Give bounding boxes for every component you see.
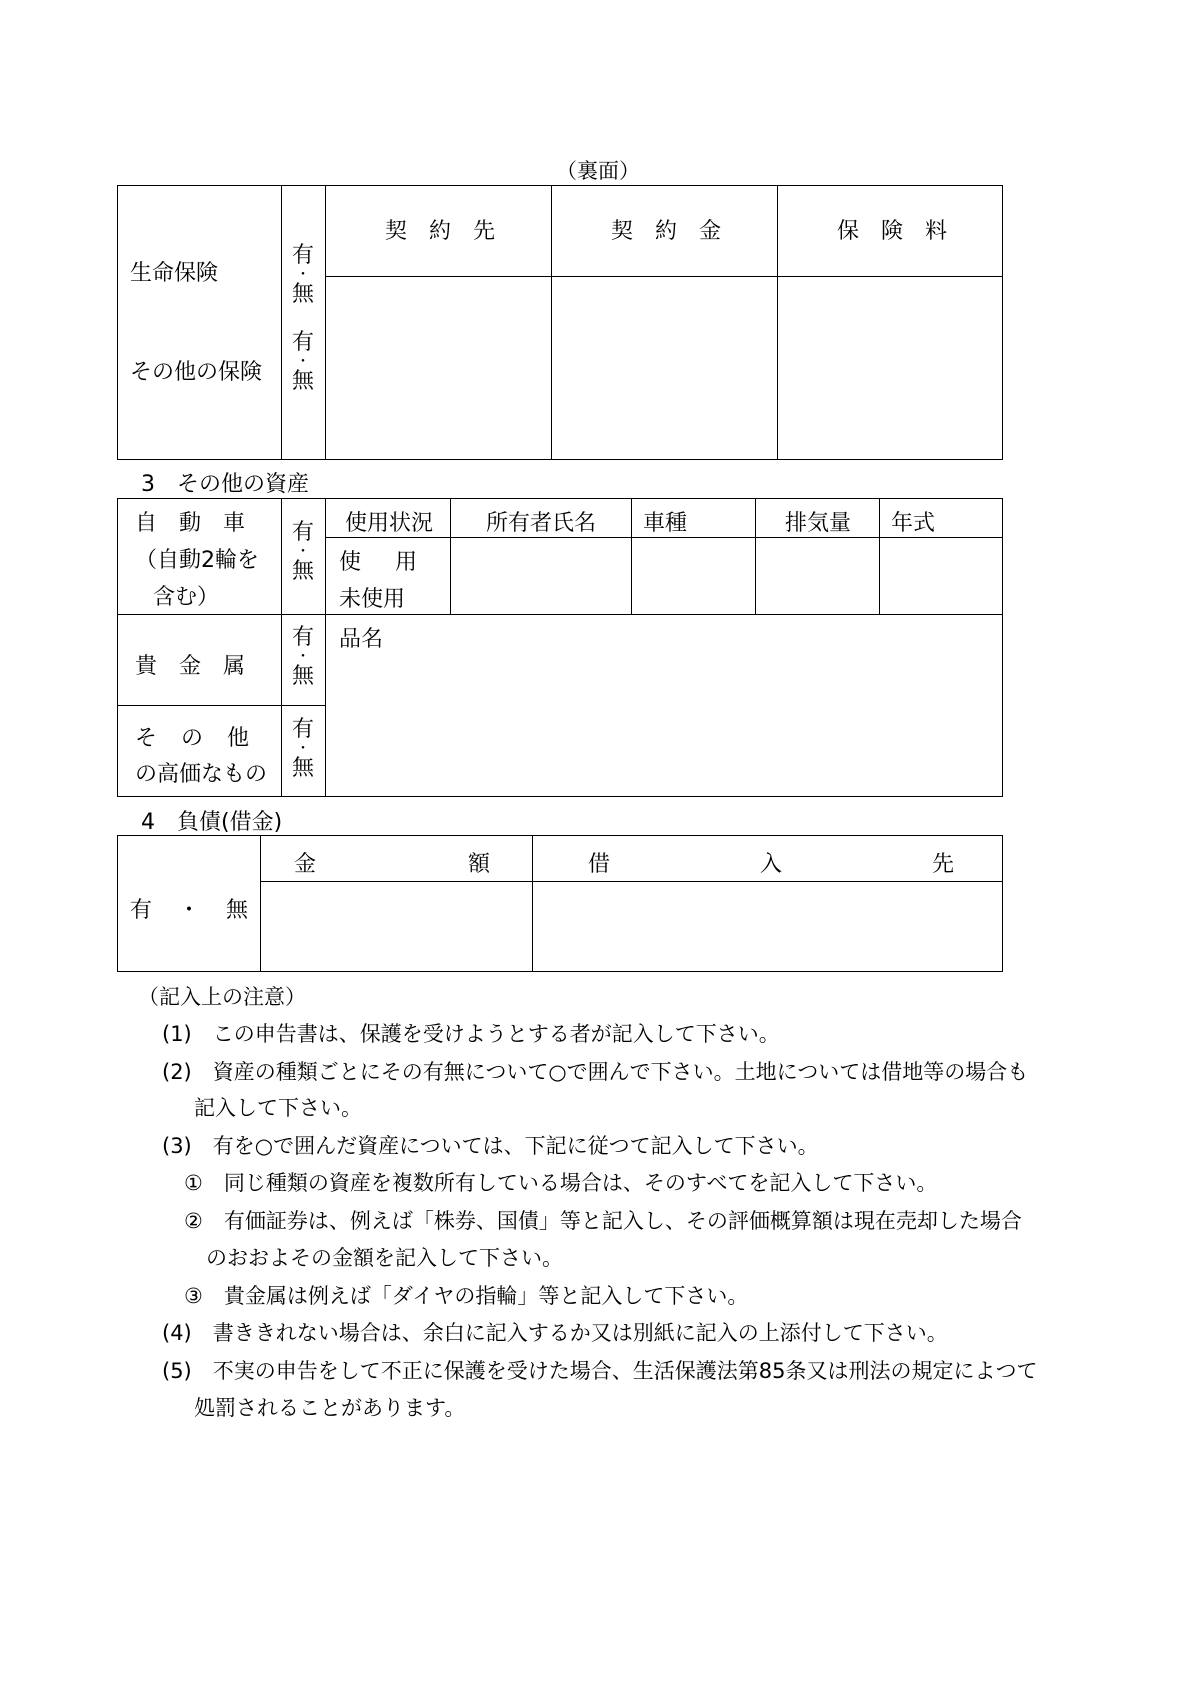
notes-title: （記入上の注意）: [138, 985, 306, 1009]
other-valuables-label-2: の高価なもの: [135, 762, 268, 787]
other-insurance-label: その他の保険: [130, 360, 263, 385]
usage-option-used[interactable]: 使用: [339, 550, 452, 575]
header-premium: 保険料: [837, 219, 970, 244]
note-line: (2) 資産の種類ごとにその有無について○で囲んで下さい。土地については借地等の場合も: [162, 1060, 1029, 1084]
car-label-subtext: （自動2輪を: [135, 548, 259, 573]
car-yes-no[interactable]: 有 ・ 無: [291, 520, 314, 584]
header-contract-amount: 契約金: [611, 219, 744, 244]
note-line: ② 有価証券は、例えば「株券、国債」等と記入し、その評価概算額は現在売却した場合: [184, 1209, 1022, 1233]
header-owner: 所有者氏名: [486, 511, 597, 536]
header-model-year: 年式: [891, 511, 936, 536]
note-line: ③ 貴金属は例えば「ダイヤの指輪」等と記入して下さい。: [184, 1284, 749, 1308]
precious-metals-yes-no[interactable]: 有 ・ 無: [291, 625, 314, 689]
page-label: （裏面）: [556, 159, 640, 183]
life-insurance-yes-no[interactable]: 有 ・ 無: [291, 243, 314, 307]
note-line: 記入して下さい。: [194, 1096, 362, 1120]
header-displacement: 排気量: [785, 511, 852, 536]
note-line: (5) 不実の申告をして不正に保護を受けた場合、生活保護法第85条又は刑法の規定によつて: [162, 1359, 1038, 1383]
other-valuables-yes-no[interactable]: 有 ・ 無: [291, 717, 314, 781]
other-valuables-label: その他: [135, 726, 274, 751]
header-usage: 使用状況: [345, 511, 434, 536]
car-label-subtext-2: 含む）: [153, 585, 220, 610]
note-line: 処罰されることがあります。: [194, 1396, 466, 1420]
other-insurance-yes-no[interactable]: 有 ・ 無: [291, 330, 314, 394]
item-name-label: 品名: [339, 627, 384, 652]
debts-section-title: 4 負債(借金): [141, 810, 283, 835]
note-line: (3) 有を○で囲んだ資産については、下記に従つて記入して下さい。: [162, 1134, 819, 1158]
header-car-type: 車種: [643, 511, 688, 536]
car-label: 自動車: [135, 511, 268, 536]
header-contract-party: 契約先: [385, 219, 518, 244]
note-line: のおおよその金額を記入して下さい。: [206, 1246, 563, 1270]
header-amount: 金額: [294, 852, 643, 877]
note-line: (1) この申告書は、保護を受けようとする者が記入して下さい。: [162, 1022, 780, 1046]
other-assets-section-title: 3 その他の資産: [141, 472, 309, 497]
life-insurance-label: 生命保険: [130, 261, 219, 286]
usage-option-unused[interactable]: 未使用: [339, 587, 406, 612]
note-line: (4) 書ききれない場合は、余白に記入するか又は別紙に記入の上添付して下さい。: [162, 1321, 948, 1345]
header-lender: 借入先: [588, 852, 1105, 877]
precious-metals-label: 貴金属: [135, 654, 268, 679]
note-line: ① 同じ種類の資産を複数所有している場合は、そのすべてを記入して下さい。: [184, 1171, 938, 1195]
debts-yes-no[interactable]: 有 ・ 無: [130, 898, 248, 923]
